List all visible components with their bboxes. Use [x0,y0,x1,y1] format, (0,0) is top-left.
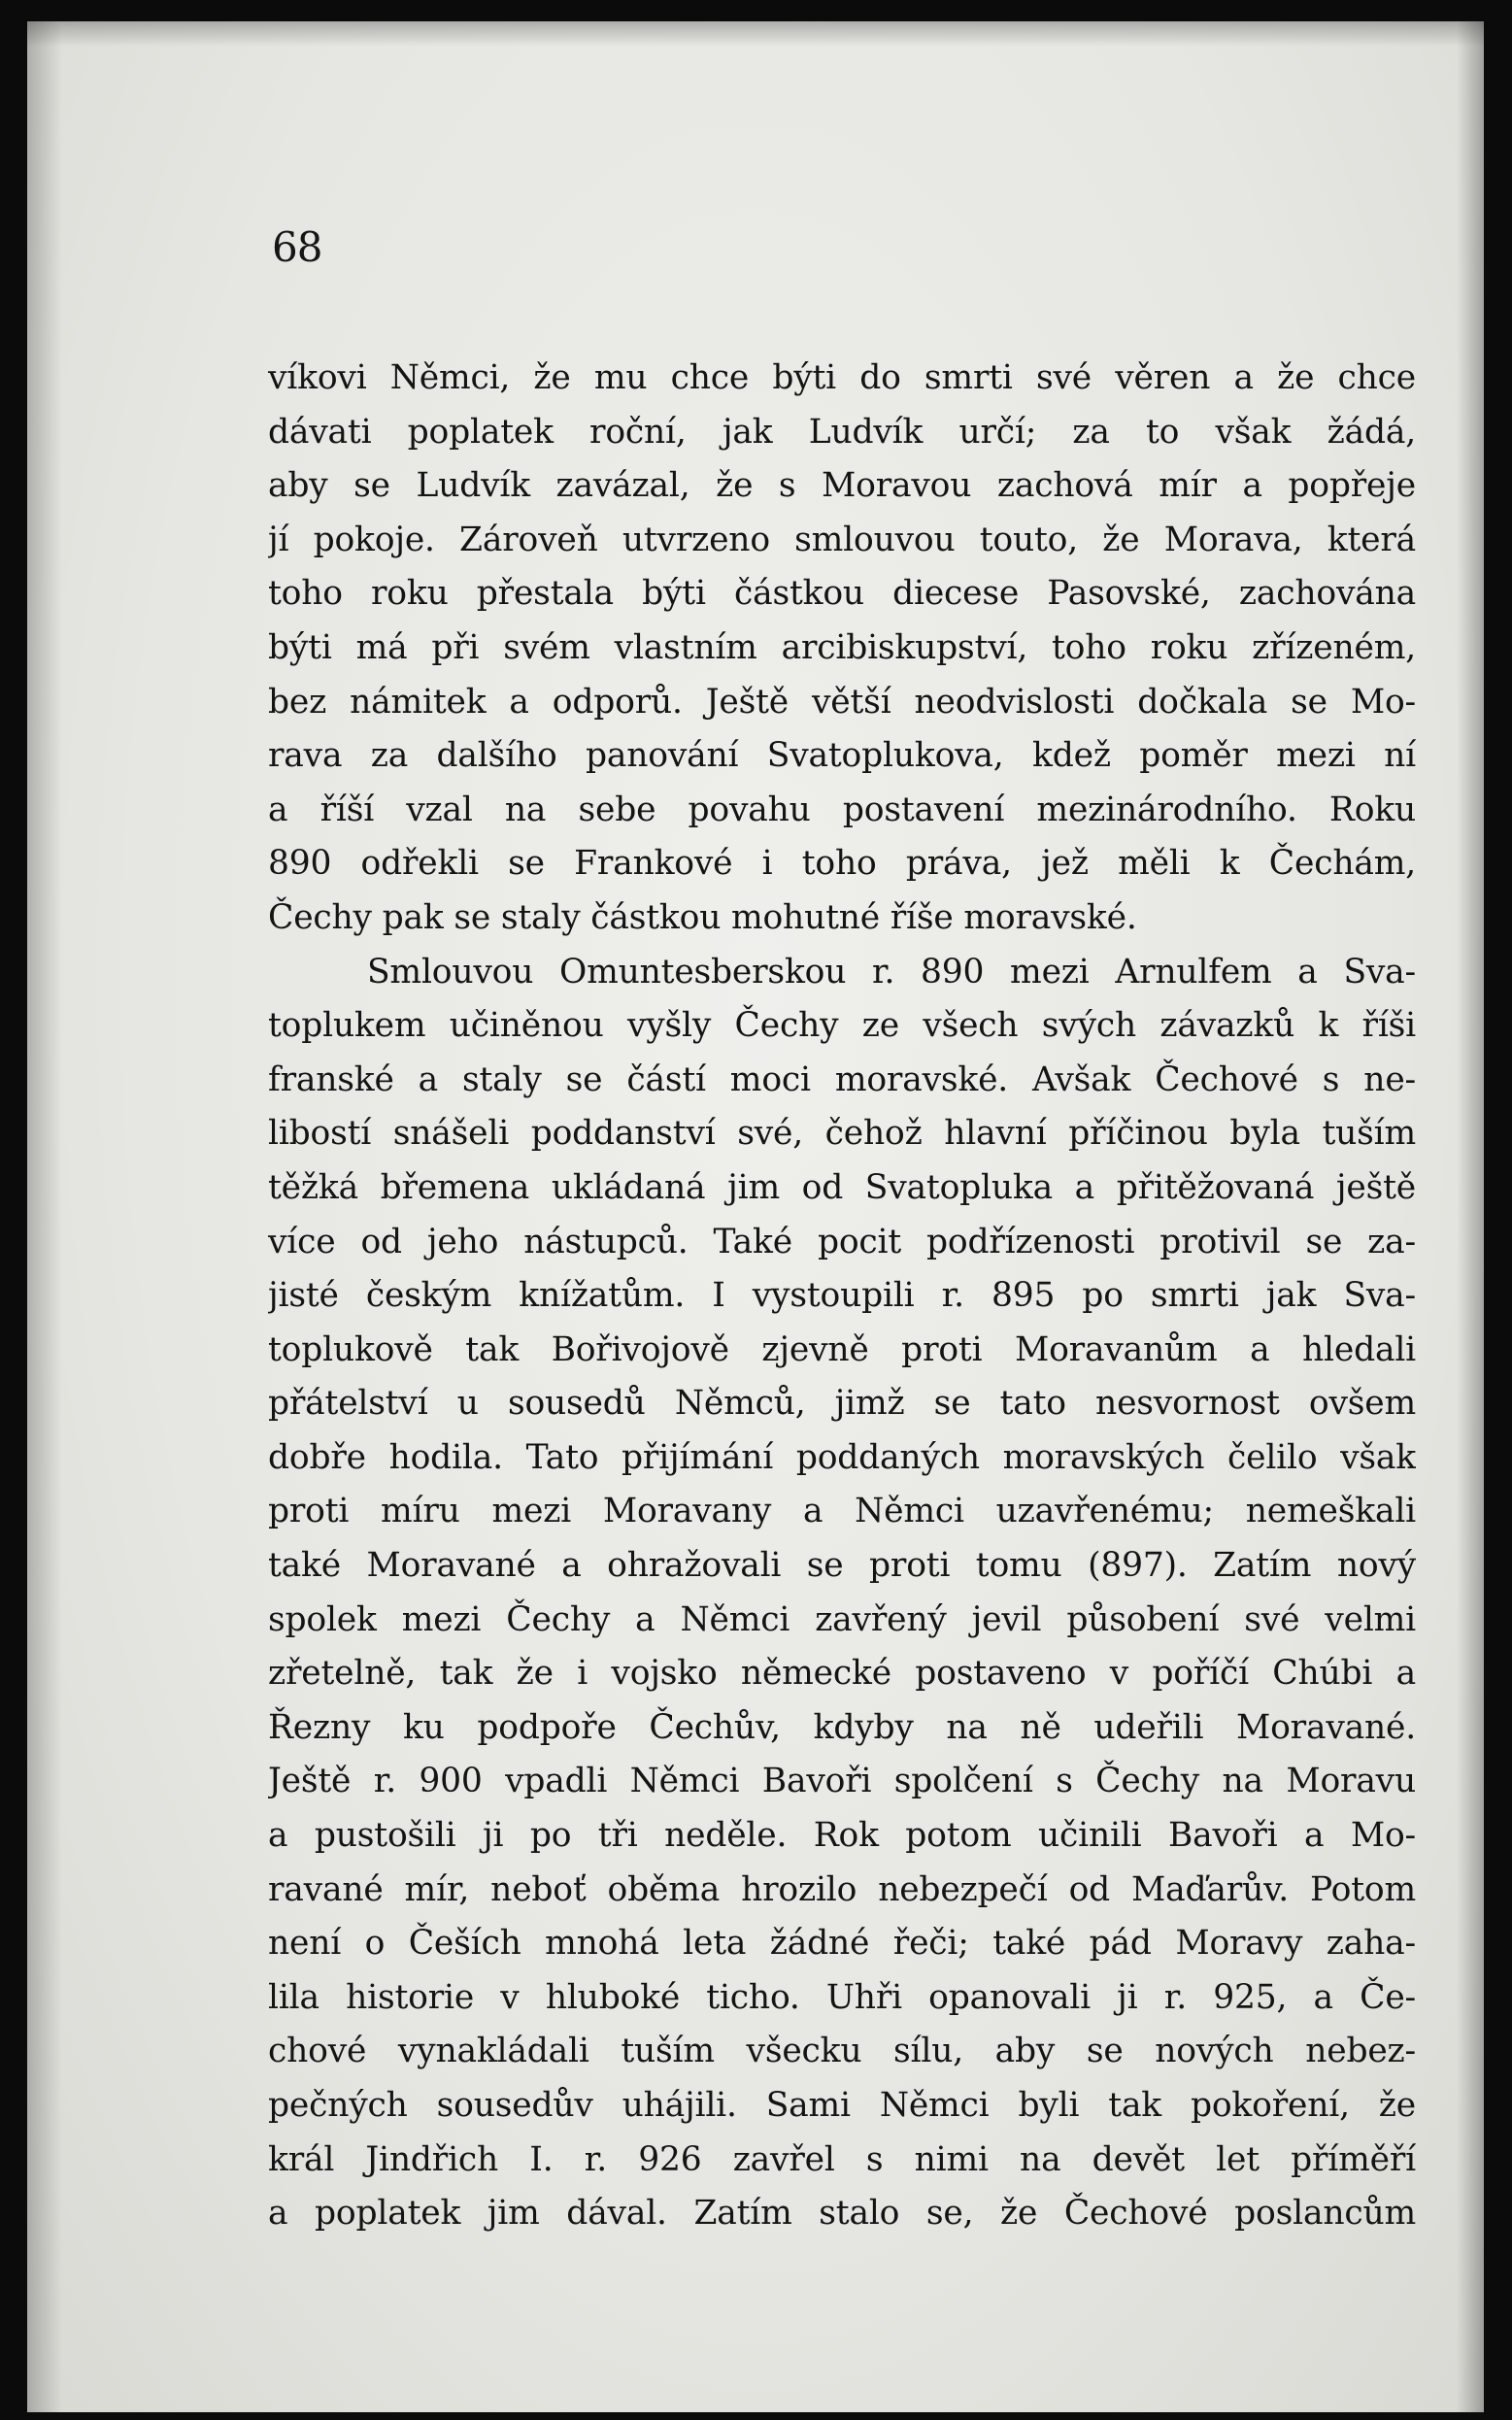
text-line: král Jindřich I. r. 926 zavřel s nimi na devět let příměří [268,2139,1416,2179]
text-line: toho roku přestala býti částkou diecese Pasovské, zachována [268,574,1416,614]
text-line: není o Češích mnohá leta žádné řeči; také pád Moravy zaha- [268,1924,1416,1964]
text-line: Ještě r. 900 vpadli Němci Bavoři spolčení s Čechy na Moravu [268,1762,1416,1801]
page-edge-shadow-top [27,21,1484,47]
page-edge-shadow-left [27,21,62,2412]
text-line: a říší vzal na sebe povahu postavení mezinárodního. Roku [268,790,1416,829]
text-line: franské a staly se částí moci moravské. Avšak Čechové s ne- [268,1059,1416,1099]
text-line: Čechy pak se staly částkou mohutné říše moravské. [268,897,1137,937]
text-line: libostí snášeli poddanství své, čehož hlavní příčinou byla tuším [268,1114,1416,1154]
text-line: dobře hodila. Tato přijímání poddaných moravských čelilo však [268,1437,1416,1477]
text-line: více od jeho nástupců. Také pocit podřízenosti protivil se za- [268,1222,1416,1261]
text-line: také Moravané a ohražovali se proti tomu (897). Zatím nový [268,1546,1416,1586]
page-edge-shadow-right [1457,21,1484,2412]
text-line: a poplatek jim dával. Zatím stalo se, že Čechové poslancům [268,2194,1416,2234]
text-line: toplukem učiněnou vyšly Čechy ze všech svých závazků k říši [268,1006,1416,1046]
text-line: bez námitek a odporů. Ještě větší neodvislosti dočkala se Mo- [268,682,1416,722]
text-line: aby se Ludvík zavázal, že s Moravou zachová mír a popřeje [268,466,1416,506]
text-line: přátelství u sousedů Němců, jimž se tato nesvornost ovšem [268,1384,1416,1424]
text-line: lila historie v hluboké ticho. Uhři opanovali ji r. 925, a Če- [268,1977,1416,2017]
text-line: Smlouvou Omuntesberskou r. 890 mezi Arnulfem a Sva- [367,952,1416,992]
text-line: a pustošili ji po tři neděle. Rok potom učinili Bavoři a Mo- [268,1816,1416,1856]
page-number: 68 [272,223,322,271]
text-line: býti má při svém vlastním arcibiskupství, toho roku zřízeném, [268,627,1416,667]
text-line: 890 odřekli se Frankové i toho práva, jež měli k Čechám, [268,844,1416,884]
text-line: dávati poplatek roční, jak Ludvík určí; za to však žádá, [268,412,1416,452]
text-line: proti míru mezi Moravany a Němci uzavřenému; nemeškali [268,1492,1416,1531]
book-page [27,21,1484,2412]
body-text [268,352,1416,2241]
text-line: toplukově tak Bořivojově zjevně proti Moravanům a hledali [268,1329,1416,1369]
text-line: zřetelně, tak že i vojsko německé postaveno v poříčí Chúbi a [268,1654,1416,1694]
text-line: spolek mezi Čechy a Němci zavřený jevil působení své velmi [268,1599,1416,1639]
text-line: ravané mír, neboť oběma hrozilo nebezpečí od Maďarův. Potom [268,1869,1416,1909]
text-line: jí pokoje. Zároveň utvrzeno smlouvou touto, že Morava, která [268,520,1416,559]
text-line: chové vynakládali tuším všecku sílu, aby se nových nebez- [268,2032,1416,2071]
text-line: víkovi Němci, že mu chce býti do smrti své věren a že chce [268,358,1416,397]
text-line: těžká břemena ukládaná jim od Svatopluka a přitěžovaná ještě [268,1167,1416,1207]
text-line: pečných sousedův uhájili. Sami Němci byli tak pokoření, že [268,2086,1416,2125]
text-line: rava za dalšího panování Svatoplukova, kdež poměr mezi ní [268,736,1416,776]
text-line: jisté českým knížatům. I vystoupili r. 895 po smrti jak Sva- [268,1276,1416,1316]
text-line: Řezny ku podpoře Čechův, kdyby na ně udeřili Moravané. [268,1707,1416,1747]
